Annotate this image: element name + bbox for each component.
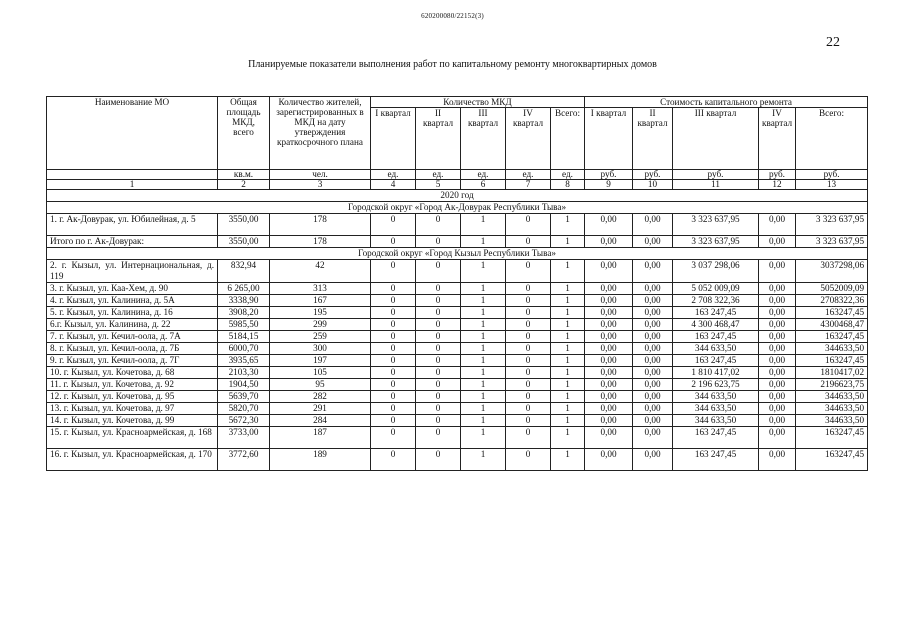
cell-col-5: 0 <box>416 236 461 248</box>
header-name: Наименование МО <box>47 97 218 170</box>
table-row <box>47 343 868 355</box>
cell-col-4: 0 <box>371 403 416 415</box>
cell-col-7: 0 <box>506 403 551 415</box>
cell-col-1: 7. г. Кызыл, ул. Кечил-оола, д. 7А <box>47 331 218 343</box>
cell-col-9: 0,00 <box>585 260 633 283</box>
cell-col-1: 11. г. Кызыл, ул. Кочетова, д. 92 <box>47 379 218 391</box>
cell-col-4: 0 <box>371 449 416 471</box>
cell-col-9: 0,00 <box>585 427 633 449</box>
year-band <box>47 190 868 202</box>
cell-col-10: 0,00 <box>633 355 673 367</box>
cell-col-8: 1 <box>551 449 585 471</box>
cell-col-3: 313 <box>270 283 371 295</box>
cell-col-11: 4 300 468,47 <box>673 319 759 331</box>
cell-col-1: 9. г. Кызыл, ул. Кечил-оола, д. 7Г <box>47 355 218 367</box>
cell-col-9: 0,00 <box>585 379 633 391</box>
cell-col-9: 0,00 <box>585 331 633 343</box>
table-row <box>47 449 868 471</box>
cell-col-3: 291 <box>270 403 371 415</box>
cell-col-2: 3550,00 <box>218 214 270 236</box>
cell-col-8: 1 <box>551 343 585 355</box>
cell-col-5: 0 <box>416 283 461 295</box>
cell-col-9: 0,00 <box>585 449 633 471</box>
cell-col-8: ед. <box>551 170 585 180</box>
table-row <box>47 283 868 295</box>
cell-col-5: 0 <box>416 214 461 236</box>
cell-col-6: 1 <box>461 427 506 449</box>
cell-col-6: 1 <box>461 355 506 367</box>
header-q3: III квартал <box>461 108 506 170</box>
cell-col-13: 344633,50 <box>796 391 868 403</box>
table-row <box>47 355 868 367</box>
cell-col-12: 0,00 <box>759 403 796 415</box>
cell-col-5: 0 <box>416 331 461 343</box>
cell-col-7: 0 <box>506 283 551 295</box>
cell-col-5: ед. <box>416 170 461 180</box>
cell-col-10: 0,00 <box>633 367 673 379</box>
table-row <box>47 214 868 236</box>
cell-col-9: 0,00 <box>585 367 633 379</box>
header-residents: Количество жителей, зарегистрированных в МКД на дату утверждения краткосрочного плана <box>270 97 371 170</box>
cell-col-10: 0,00 <box>633 214 673 236</box>
cell-col-8: 1 <box>551 391 585 403</box>
cell-col-5: 0 <box>416 355 461 367</box>
cell-col-7: 0 <box>506 343 551 355</box>
cell-col-3: 178 <box>270 236 371 248</box>
table-row <box>47 331 868 343</box>
cell-col-1: 6.г. Кызыл, ул. Калинина, д. 22 <box>47 319 218 331</box>
cell-col-3: 284 <box>270 415 371 427</box>
cell-col-12: 12 <box>759 180 796 190</box>
cell-col-8: 1 <box>551 214 585 236</box>
cell-col-12: 0,00 <box>759 214 796 236</box>
cell-col-11: 2 196 623,75 <box>673 379 759 391</box>
cell-col-6: 1 <box>461 319 506 331</box>
cell-col-4: 0 <box>371 355 416 367</box>
cell-col-7: 0 <box>506 449 551 471</box>
cell-col-10: 0,00 <box>633 283 673 295</box>
cell-col-9: 0,00 <box>585 214 633 236</box>
cell-col-10: 0,00 <box>633 391 673 403</box>
cell-col-12: 0,00 <box>759 283 796 295</box>
cell-col-3: 282 <box>270 391 371 403</box>
cell-col-10: 0,00 <box>633 236 673 248</box>
cell-col-2: 3908,20 <box>218 307 270 319</box>
cell-col-1: 1. г. Ак-Довурак, ул. Юбилейная, д. 5 <box>47 214 218 236</box>
header-cost-total: Всего: <box>796 108 868 170</box>
header-row-1 <box>47 97 868 108</box>
cell-col-11: руб. <box>673 170 759 180</box>
cell-col-12: 0,00 <box>759 391 796 403</box>
cell-col-8: 1 <box>551 260 585 283</box>
cell-col-1: 12. г. Кызыл, ул. Кочетова, д. 95 <box>47 391 218 403</box>
cell-col-7: 0 <box>506 236 551 248</box>
header-cost-q3: III квартал <box>673 108 759 170</box>
cell-col-13: 344633,50 <box>796 403 868 415</box>
cell-col-5: 0 <box>416 427 461 449</box>
cell-col-4: 0 <box>371 260 416 283</box>
cell-col-10: 0,00 <box>633 260 673 283</box>
cell-col-10: 10 <box>633 180 673 190</box>
cell-col-8: 1 <box>551 403 585 415</box>
cell-col-13: 4300468,47 <box>796 319 868 331</box>
cell-col-9: 0,00 <box>585 343 633 355</box>
cell-col-12: 0,00 <box>759 307 796 319</box>
header-total: Всего: <box>551 108 585 170</box>
cell-col-8: 1 <box>551 307 585 319</box>
cell-col-13: 2708322,36 <box>796 295 868 307</box>
cell-col-7: 0 <box>506 295 551 307</box>
cell-col-8: 1 <box>551 283 585 295</box>
cell-col-4: 4 <box>371 180 416 190</box>
cell-col-2: кв.м. <box>218 170 270 180</box>
cell-col-11: 163 247,45 <box>673 331 759 343</box>
cell-col-8: 1 <box>551 379 585 391</box>
cell-col-7: 0 <box>506 214 551 236</box>
cell-col-8: 1 <box>551 367 585 379</box>
cell-col-7: 0 <box>506 415 551 427</box>
cell-col-10: 0,00 <box>633 343 673 355</box>
table-row <box>47 391 868 403</box>
cell-col-4: 0 <box>371 415 416 427</box>
cell-col-4: 0 <box>371 427 416 449</box>
cell-col-4: 0 <box>371 214 416 236</box>
cell-col-11: 11 <box>673 180 759 190</box>
cell-col-10: 0,00 <box>633 379 673 391</box>
cell-col-6: 1 <box>461 260 506 283</box>
cell-col-1: 4. г. Кызыл, ул. Калинина, д. 5А <box>47 295 218 307</box>
cell-col-1: 16. г. Кызыл, ул. Красноармейская, д. 170 <box>47 449 218 471</box>
cell-col-8: 1 <box>551 355 585 367</box>
cell-col-2: 2103,30 <box>218 367 270 379</box>
cell-col-5: 0 <box>416 379 461 391</box>
cell-col-1: 1 <box>47 180 218 190</box>
cell-col-7: ед. <box>506 170 551 180</box>
cell-col-11: 1 810 417,02 <box>673 367 759 379</box>
cell-col-7: 0 <box>506 307 551 319</box>
cell-col-1: 8. г. Кызыл, ул. Кечил-оола, д. 7Б <box>47 343 218 355</box>
cell-col-2: 5820,70 <box>218 403 270 415</box>
cell-col-3: 259 <box>270 331 371 343</box>
cell-col-3: 299 <box>270 319 371 331</box>
cell-col-13: 1810417,02 <box>796 367 868 379</box>
cell-col-12: 0,00 <box>759 427 796 449</box>
cell-col-10: руб. <box>633 170 673 180</box>
cell-col-1: 14. г. Кызыл, ул. Кочетова, д. 99 <box>47 415 218 427</box>
header-cost-q4: IV квартал <box>759 108 796 170</box>
cell-col-10: 0,00 <box>633 427 673 449</box>
page-number: 22 <box>826 35 840 50</box>
capital-repair-table <box>46 96 868 471</box>
units-row <box>47 170 868 180</box>
table-row <box>47 367 868 379</box>
cell-col-11: 344 633,50 <box>673 403 759 415</box>
cell-col-2: 6000,70 <box>218 343 270 355</box>
cell-col-9: 0,00 <box>585 415 633 427</box>
cell-col-2: 2 <box>218 180 270 190</box>
column-numbers-row <box>47 180 868 190</box>
cell-col-11: 163 247,45 <box>673 307 759 319</box>
table-row <box>47 295 868 307</box>
cell-col-7: 0 <box>506 427 551 449</box>
cell-col-1: 15. г. Кызыл, ул. Красноармейская, д. 168 <box>47 427 218 449</box>
cell-col-10: 0,00 <box>633 415 673 427</box>
cell-col-6: 6 <box>461 180 506 190</box>
cell-col-13: 3037298,06 <box>796 260 868 283</box>
cell-col-6: 1 <box>461 415 506 427</box>
header-q2: II квартал <box>416 108 461 170</box>
document-code: 620200080/22152(3) <box>421 12 484 20</box>
page-title: Планируемые показатели выполнения работ по капитальному ремонту многоквартирных домов <box>248 59 657 70</box>
cell-col-2: 3550,00 <box>218 236 270 248</box>
cell-col-9: 0,00 <box>585 236 633 248</box>
cell-col-5: 0 <box>416 343 461 355</box>
cell-col-7: 0 <box>506 319 551 331</box>
cell-col-11: 163 247,45 <box>673 355 759 367</box>
cell-col-1: 3. г. Кызыл, ул. Каа-Хем, д. 90 <box>47 283 218 295</box>
cell-col-7: 0 <box>506 331 551 343</box>
cell-col-13: 163247,45 <box>796 307 868 319</box>
cell-col-11: 163 247,45 <box>673 427 759 449</box>
header-mkd-count: Количество МКД <box>371 97 585 108</box>
cell-col-11: 344 633,50 <box>673 415 759 427</box>
cell-col-5: 0 <box>416 391 461 403</box>
cell-col-3: чел. <box>270 170 371 180</box>
table-row <box>47 319 868 331</box>
cell-col-8: 8 <box>551 180 585 190</box>
cell-col-6: 1 <box>461 236 506 248</box>
year-band-label: 2020 год <box>47 190 868 202</box>
cell-col-11: 5 052 009,09 <box>673 283 759 295</box>
cell-col-10: 0,00 <box>633 295 673 307</box>
cell-col-11: 3 037 298,06 <box>673 260 759 283</box>
table-row <box>47 379 868 391</box>
cell-col-8: 1 <box>551 415 585 427</box>
header-q4: IV квартал <box>506 108 551 170</box>
cell-col-2: 832,94 <box>218 260 270 283</box>
cell-col-5: 0 <box>416 260 461 283</box>
cell-col-13: руб. <box>796 170 868 180</box>
cell-col-2: 1904,50 <box>218 379 270 391</box>
district1-band-label: Городской округ «Город Ак-Довурак Республики Тыва» <box>47 202 868 214</box>
table-row <box>47 427 868 449</box>
cell-col-7: 0 <box>506 391 551 403</box>
cell-col-1: 2. г. Кызыл, ул. Интернациональная, д. 119 <box>47 260 218 283</box>
cell-col-8: 1 <box>551 427 585 449</box>
cell-col-12: 0,00 <box>759 367 796 379</box>
cell-col-6: 1 <box>461 295 506 307</box>
table-row <box>47 307 868 319</box>
cell-col-5: 0 <box>416 415 461 427</box>
cell-col-6: ед. <box>461 170 506 180</box>
cell-col-6: 1 <box>461 403 506 415</box>
cell-col-4: 0 <box>371 331 416 343</box>
cell-col-4: 0 <box>371 367 416 379</box>
cell-col-2: 3338,90 <box>218 295 270 307</box>
cell-col-11: 2 708 322,36 <box>673 295 759 307</box>
cell-col-13: 2196623,75 <box>796 379 868 391</box>
cell-col-11: 163 247,45 <box>673 449 759 471</box>
cell-col-3: 105 <box>270 367 371 379</box>
cell-col-4: 0 <box>371 379 416 391</box>
cell-col-11: 3 323 637,95 <box>673 236 759 248</box>
cell-col-7: 0 <box>506 379 551 391</box>
cell-col-2: 3733,00 <box>218 427 270 449</box>
cell-col-12: 0,00 <box>759 295 796 307</box>
header-q1: I квартал <box>371 108 416 170</box>
cell-col-3: 167 <box>270 295 371 307</box>
cell-col-4: 0 <box>371 283 416 295</box>
cell-col-2: 3772,60 <box>218 449 270 471</box>
header-cost-q1: I квартал <box>585 108 633 170</box>
cell-col-3: 300 <box>270 343 371 355</box>
table-row <box>47 415 868 427</box>
cell-col-6: 1 <box>461 214 506 236</box>
cell-col-3: 195 <box>270 307 371 319</box>
cell-col-8: 1 <box>551 236 585 248</box>
cell-col-13: 163247,45 <box>796 331 868 343</box>
cell-col-12: 0,00 <box>759 331 796 343</box>
cell-col-13: 3 323 637,95 <box>796 236 868 248</box>
district1-band <box>47 202 868 214</box>
cell-col-1 <box>47 170 218 180</box>
cell-col-9: 0,00 <box>585 403 633 415</box>
cell-col-10: 0,00 <box>633 319 673 331</box>
cell-col-2: 5672,30 <box>218 415 270 427</box>
cell-col-5: 0 <box>416 449 461 471</box>
cell-col-2: 3935,65 <box>218 355 270 367</box>
cell-col-2: 5184,15 <box>218 331 270 343</box>
cell-col-5: 0 <box>416 307 461 319</box>
table-row <box>47 260 868 283</box>
cell-col-6: 1 <box>461 331 506 343</box>
cell-col-6: 1 <box>461 343 506 355</box>
cell-col-9: 0,00 <box>585 355 633 367</box>
cell-col-7: 0 <box>506 355 551 367</box>
cell-col-4: ед. <box>371 170 416 180</box>
cell-col-12: 0,00 <box>759 415 796 427</box>
cell-col-12: 0,00 <box>759 319 796 331</box>
cell-col-6: 1 <box>461 367 506 379</box>
cell-col-13: 344633,50 <box>796 415 868 427</box>
cell-col-12: 0,00 <box>759 355 796 367</box>
table-row <box>47 403 868 415</box>
cell-col-9: 0,00 <box>585 283 633 295</box>
header-area: Общая площадь МКД, всего <box>218 97 270 170</box>
cell-col-5: 0 <box>416 319 461 331</box>
cell-col-4: 0 <box>371 236 416 248</box>
cell-col-3: 3 <box>270 180 371 190</box>
cell-col-5: 5 <box>416 180 461 190</box>
cell-col-9: 0,00 <box>585 391 633 403</box>
cell-col-12: 0,00 <box>759 343 796 355</box>
header-cost-q2: II квартал <box>633 108 673 170</box>
cell-col-6: 1 <box>461 307 506 319</box>
cell-col-3: 42 <box>270 260 371 283</box>
cell-col-10: 0,00 <box>633 331 673 343</box>
cell-col-4: 0 <box>371 307 416 319</box>
cell-col-4: 0 <box>371 295 416 307</box>
cell-col-3: 197 <box>270 355 371 367</box>
district2-band <box>47 248 868 260</box>
cell-col-11: 3 323 637,95 <box>673 214 759 236</box>
cell-col-4: 0 <box>371 319 416 331</box>
cell-col-9: 0,00 <box>585 295 633 307</box>
cell-col-2: 6 265,00 <box>218 283 270 295</box>
cell-col-1: 13. г. Кызыл, ул. Кочетова, д. 97 <box>47 403 218 415</box>
cell-col-10: 0,00 <box>633 449 673 471</box>
cell-col-7: 7 <box>506 180 551 190</box>
cell-col-8: 1 <box>551 331 585 343</box>
cell-col-5: 0 <box>416 367 461 379</box>
cell-col-2: 5639,70 <box>218 391 270 403</box>
cell-col-2: 5985,50 <box>218 319 270 331</box>
cell-col-12: 0,00 <box>759 236 796 248</box>
cell-col-13: 163247,45 <box>796 449 868 471</box>
cell-col-10: 0,00 <box>633 403 673 415</box>
district2-band-label: Городской округ «Город Кызыл Республики Тыва» <box>47 248 868 260</box>
cell-col-3: 178 <box>270 214 371 236</box>
cell-col-10: 0,00 <box>633 307 673 319</box>
header-cost: Стоимость капитального ремонта <box>585 97 868 108</box>
cell-col-12: руб. <box>759 170 796 180</box>
cell-col-1: Итого по г. Ак-Довурак: <box>47 236 218 248</box>
cell-col-4: 0 <box>371 343 416 355</box>
cell-col-5: 0 <box>416 403 461 415</box>
cell-col-7: 0 <box>506 367 551 379</box>
cell-col-13: 163247,45 <box>796 355 868 367</box>
cell-col-8: 1 <box>551 319 585 331</box>
cell-col-12: 0,00 <box>759 379 796 391</box>
cell-col-3: 95 <box>270 379 371 391</box>
cell-col-6: 1 <box>461 283 506 295</box>
cell-col-12: 0,00 <box>759 449 796 471</box>
cell-col-8: 1 <box>551 295 585 307</box>
cell-col-1: 10. г. Кызыл, ул. Кочетова, д. 68 <box>47 367 218 379</box>
cell-col-12: 0,00 <box>759 260 796 283</box>
cell-col-9: 0,00 <box>585 307 633 319</box>
cell-col-13: 163247,45 <box>796 427 868 449</box>
cell-col-5: 0 <box>416 295 461 307</box>
district1-total-row <box>47 236 868 248</box>
cell-col-13: 344633,50 <box>796 343 868 355</box>
cell-col-4: 0 <box>371 391 416 403</box>
cell-col-6: 1 <box>461 391 506 403</box>
cell-col-9: 0,00 <box>585 319 633 331</box>
cell-col-3: 187 <box>270 427 371 449</box>
cell-col-9: руб. <box>585 170 633 180</box>
cell-col-6: 1 <box>461 449 506 471</box>
cell-col-9: 9 <box>585 180 633 190</box>
cell-col-7: 0 <box>506 260 551 283</box>
cell-col-1: 5. г. Кызыл, ул. Калинина, д. 16 <box>47 307 218 319</box>
cell-col-11: 344 633,50 <box>673 391 759 403</box>
cell-col-13: 13 <box>796 180 868 190</box>
cell-col-13: 3 323 637,95 <box>796 214 868 236</box>
cell-col-6: 1 <box>461 379 506 391</box>
cell-col-11: 344 633,50 <box>673 343 759 355</box>
cell-col-3: 189 <box>270 449 371 471</box>
cell-col-13: 5052009,09 <box>796 283 868 295</box>
